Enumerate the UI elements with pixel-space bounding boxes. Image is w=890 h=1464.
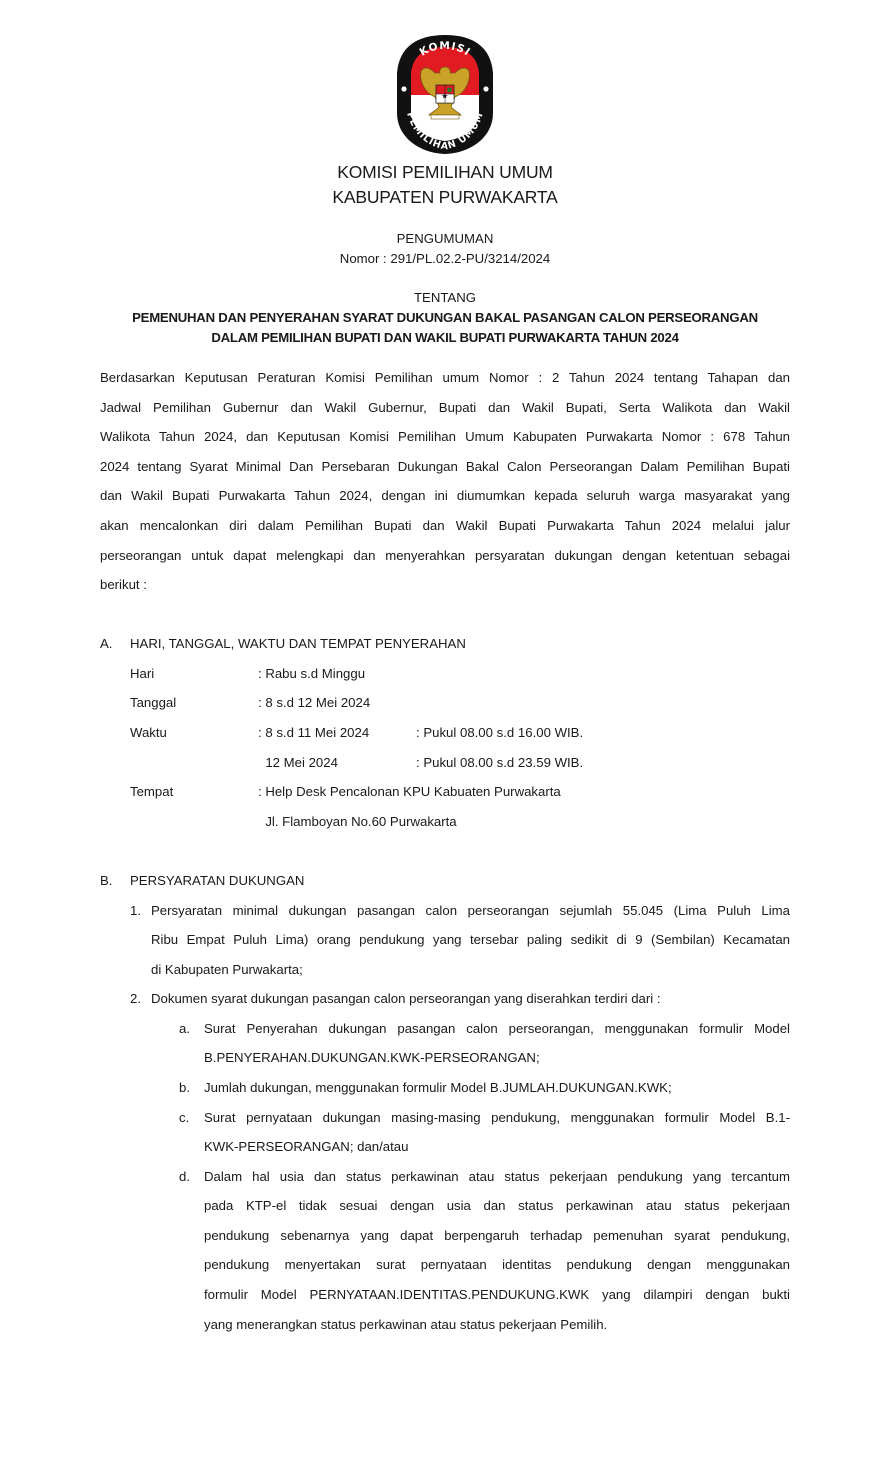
list-marker: 2. <box>130 991 141 1006</box>
document-type: PENGUMUMAN <box>396 231 494 246</box>
schedule-value: Jl. Flamboyan No.60 Purwakarta <box>258 814 457 829</box>
sublist-marker: c. <box>179 1110 190 1125</box>
schedule-label: Waktu <box>130 725 167 740</box>
schedule-value: : Help Desk Pencalonan KPU Kabuaten Purwakarta <box>258 784 561 799</box>
kpu-logo <box>395 33 495 155</box>
paragraph-line: Berdasarkan Keputusan Peraturan Komisi Pemilihan umum Nomor : 2 Tahun 2024 tentang Tahapan dan <box>100 370 790 385</box>
sublist-item-line: Jumlah dukungan, menggunakan formulir Model B.JUMLAH.DUKUNGAN.KWK; <box>204 1080 672 1095</box>
sublist-item-line: KWK-PERSEORANGAN; dan/atau <box>204 1139 409 1154</box>
paragraph-line: Walikota Tahun 2024, dan Keputusan Komisi Pemilihan Umum Kabupaten Purwakarta Nomor : 678 Tahun <box>100 429 790 445</box>
sublist-marker: a. <box>179 1021 190 1036</box>
sublist-item-line: Surat Penyerahan dukungan pasangan calon perseorangan, menggunakan formulir Model <box>204 1021 790 1036</box>
sublist-item-line: B.PENYERAHAN.DUKUNGAN.KWK-PERSEORANGAN; <box>204 1050 540 1065</box>
schedule-value: 12 Mei 2024 <box>258 755 338 770</box>
about-label: TENTANG <box>413 290 477 305</box>
sublist-item-line: pada KTP-el tidak sesuai dengan usia dan status perkawinan atau status pekerjaan <box>204 1198 790 1213</box>
kpu-emblem-icon <box>395 33 495 155</box>
paragraph-line: berikut : <box>100 577 147 593</box>
paragraph-line: akan mencalonkan diri dalam Pemilihan Bupati dan Wakil Bupati Purwakarta Tahun 2024 melalui jalur <box>100 517 790 533</box>
list-item-line: di Kabupaten Purwakarta; <box>151 962 303 977</box>
sublist-marker: d. <box>179 1169 190 1184</box>
sublist-item-line: Surat pernyataan dukungan masing-masing pendukung, menggunakan formulir Model B.1- <box>204 1110 790 1125</box>
schedule-value: : Rabu s.d Minggu <box>258 666 366 681</box>
list-item-line: Persyaratan minimal dukungan pasangan calon perseorangan sejumlah 55.045 (Lima Puluh Lima <box>151 903 790 918</box>
sublist-marker: b. <box>179 1080 190 1095</box>
sublist-item-line: Dalam hal usia dan status perkawinan atau status pekerjaan pendukung yang tercantum <box>204 1169 790 1184</box>
schedule-label: Tanggal <box>130 695 177 710</box>
paragraph-line: 2024 tentang Syarat Minimal Dan Persebaran Dukungan Bakal Calon Perseorangan Dalam Pemilihan Bupati <box>100 458 790 474</box>
paragraph-line: dan Wakil Bupati Purwakarta Tahun 2024, dengan ini diumumkan kepada seluruh warga masyarakat yang <box>100 488 790 504</box>
intro-paragraph <box>100 363 790 600</box>
schedule-label: Hari <box>130 666 155 681</box>
section-a-letter: A. <box>100 636 113 651</box>
svg-text:PEMILIHAN UMUM: PEMILIHAN UMUM <box>404 110 486 153</box>
sublist-item-line: yang menerangkan status perkawinan atau status pekerjaan Pemilih. <box>204 1317 608 1332</box>
sublist-item-line: formulir Model PERNYATAAN.IDENTITAS.PENDUKUNG.KWK yang dilampiri dengan bukti <box>204 1287 790 1302</box>
schedule-time: : Pukul 08.00 s.d 16.00 WIB. <box>416 725 584 740</box>
list-item-line: Ribu Empat Puluh Lima) orang pendukung yang tersebar paling sedikit di 9 (Sembilan) Kecamatan <box>151 932 790 947</box>
subject-line-2: DALAM PEMILIHAN BUPATI DAN WAKIL BUPATI PURWAKARTA TAHUN 2024 <box>211 330 679 345</box>
section-b-title: PERSYARATAN DUKUNGAN <box>130 873 305 888</box>
paragraph-line: perseorangan untuk dapat melengkapi dan menyerahkan persyaratan dukungan dengan ketentuan sebagai <box>100 547 790 563</box>
paragraph-line: Jadwal Pemilihan Gubernur dan Wakil Gubernur, Bupati dan Wakil Bupati, Serta Walikota dan Wakil <box>100 399 790 415</box>
sublist-item-line: pendukung sebenarnya yang dapat berpengaruh terhadap pemenuhan syarat pendukung, <box>204 1228 790 1243</box>
organization-name: KOMISI PEMILIHAN UMUM <box>337 162 553 182</box>
schedule-value: : 8 s.d 12 Mei 2024 <box>258 695 371 710</box>
sublist-item-line: pendukung menyertakan surat pernyataan identitas pendukung dengan menggunakan <box>204 1257 790 1272</box>
section-b-letter: B. <box>100 873 113 888</box>
subject-line-1: PEMENUHAN DAN PENYERAHAN SYARAT DUKUNGAN BAKAL PASANGAN CALON PERSEORANGAN <box>132 310 758 325</box>
schedule-time: : Pukul 08.00 s.d 23.59 WIB. <box>416 755 584 770</box>
organization-region: KABUPATEN PURWAKARTA <box>332 187 558 207</box>
schedule-label: Tempat <box>130 784 174 799</box>
svg-text:KOMISI: KOMISI <box>417 39 473 59</box>
document-number: Nomor : 291/PL.02.2-PU/3214/2024 <box>339 251 551 266</box>
list-item-line: Dokumen syarat dukungan pasangan calon perseorangan yang diserahkan terdiri dari : <box>151 991 661 1006</box>
section-a-title: HARI, TANGGAL, WAKTU DAN TEMPAT PENYERAHAN <box>130 636 466 651</box>
schedule-value: : 8 s.d 11 Mei 2024 <box>258 725 370 740</box>
list-marker: 1. <box>130 903 141 918</box>
